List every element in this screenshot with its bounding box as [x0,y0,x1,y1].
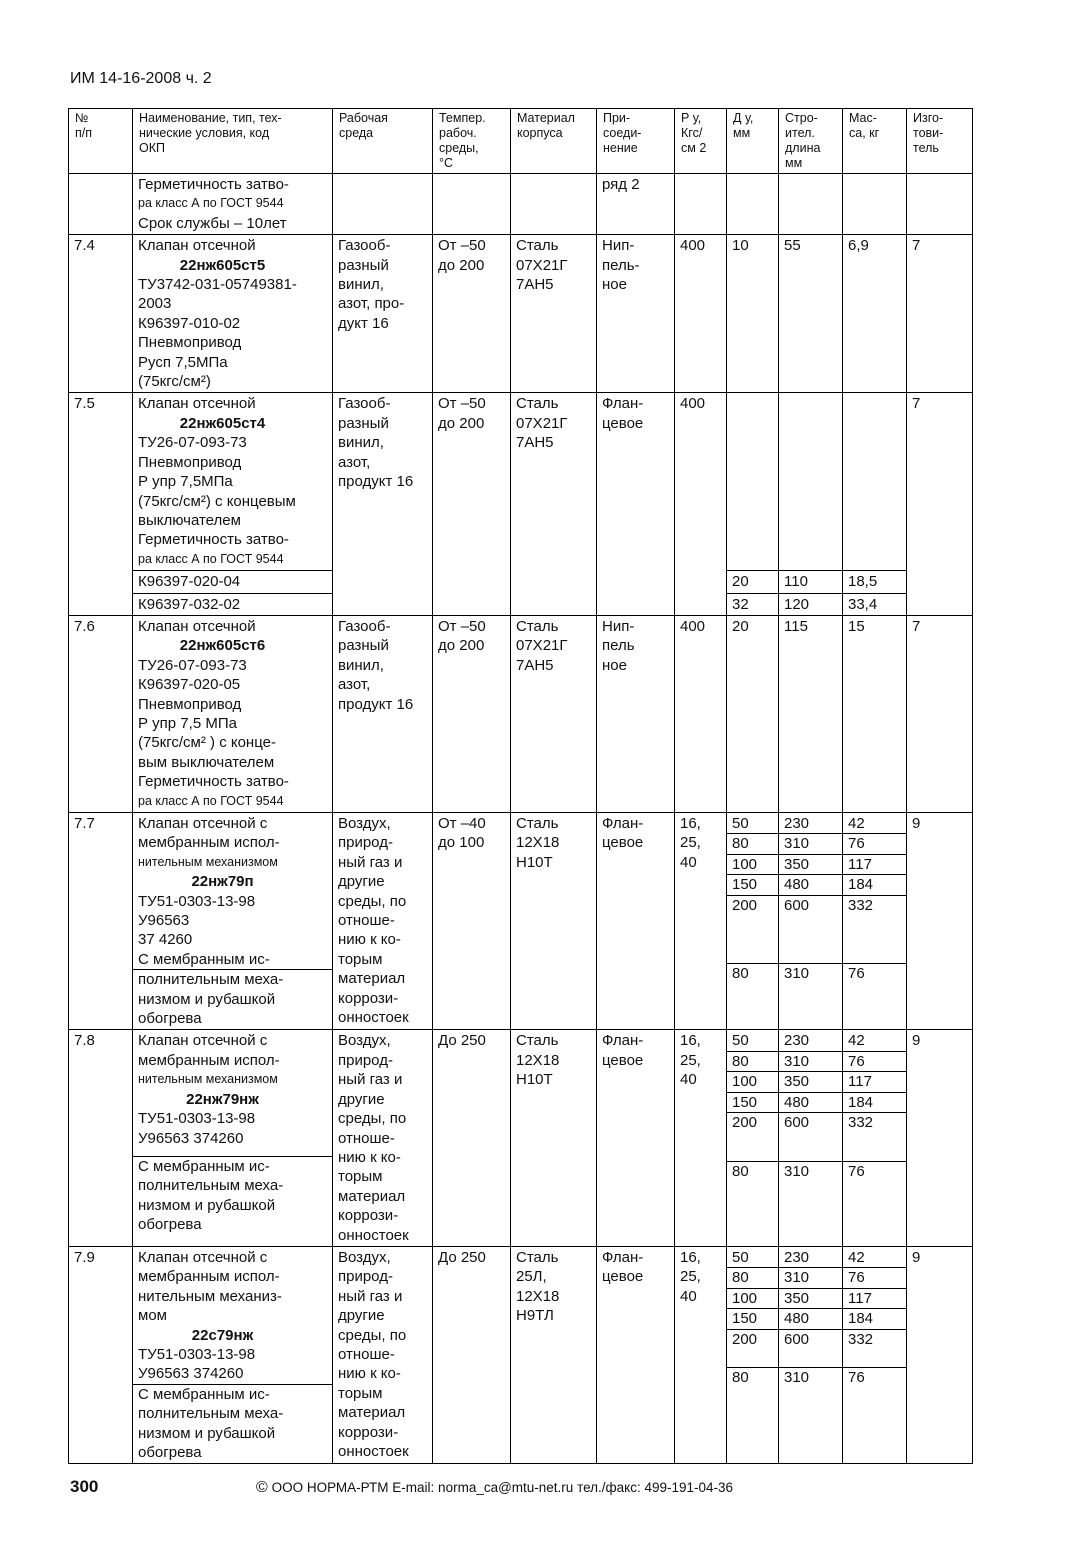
cell-line: другие [338,873,385,891]
cell-line: материал [338,970,406,988]
cell-line: коррози- [338,1207,399,1225]
cell-line: 480 [779,1092,842,1112]
cell-line: Н10Т [516,853,553,871]
cell-line: рабоч. [439,126,477,140]
row-num: 7.8 [69,1030,133,1246]
cell-line: 7АН5 [516,276,554,294]
manufacturer: 9 [907,813,973,1030]
table-row [69,1246,973,1463]
cell-line: 16, [680,815,701,832]
length: 55 [779,235,843,393]
cell-line: Газооб- [338,617,391,635]
item-name: Клапан отсечной 22нж605ст6 ТУ26-07-093-73 К96397-020-05 Пневмопривод Р упр 7,5 МПа (75кгс/см² ) с конце- вым выключателем Герметичность затво- ра класс А по ГОСТ 9544 [133,615,333,812]
mass: 33,4 [843,593,907,615]
cell-line: 100 [727,1288,778,1308]
col-header-temp [433,109,511,174]
cont-connection: ряд 2 [597,174,675,235]
cell-line: азот, [338,453,371,471]
cell-line: отноше- [338,1129,395,1147]
cell-line: Стро- [785,111,818,125]
manufacturer: 7 [907,393,973,615]
cell-line: 16, [680,1248,701,1266]
cell-line: 80 [727,1267,778,1287]
cell-line: среда [339,126,374,140]
cell-line: Мас- [849,111,877,125]
cell-line: 230 [784,1248,810,1266]
cell-line: отноше- [338,912,395,930]
cell-line: 25, [680,1051,701,1069]
cell-line: са, кг [849,126,880,140]
cell-line: пель [602,637,635,655]
cell-line: материал [338,1404,406,1422]
cell-line: продукт 16 [338,473,414,491]
cell-line: Газооб- [338,395,391,413]
diameter: 10 [727,235,779,393]
footer-text: ООО НОРМА-РТМ E-mail: norma_ca@mtu-net.ru тел./факс: 499-191-04-36 [271,1480,734,1495]
cell-line: до 100 [438,834,485,852]
cell-line: 42 [848,815,865,832]
col-header-medium [333,109,433,174]
cell-line: полнительным меха- [138,1405,284,1423]
item-name: Клапан отсечной с мембранным испол- нительным механизмом 22нж79нж ТУ51-0303-13-98 У96563 374260 С мембранным ис- полнительным меха- низмом и рубашкой обогрева [133,1030,333,1246]
cell-line: Нип- [602,617,635,635]
cell-line: 600 [779,895,842,915]
sub-code: К96397-020-04 [133,571,333,593]
col-header-manufacturer [907,109,973,174]
cell-line: до 200 [438,256,485,274]
cell-line: п/п [75,126,93,140]
cell-line: 25, [680,834,701,852]
cell-line: От –40 [438,815,486,832]
cell-line: 350 [779,854,842,874]
cell-line: винил, [338,434,384,452]
cell-line: 310 [779,1267,842,1287]
working-medium [333,235,433,393]
cell-line: Воздух, [338,1248,391,1266]
cell-line: винил, [338,656,384,674]
cell-line: ител. [785,126,815,140]
connection [597,235,675,393]
body-material [511,615,597,812]
row-num: 7.5 [69,393,133,615]
cell-line: Газооб- [338,237,391,255]
cell-line: дукт 16 [338,314,389,332]
cell-line: материал [338,1187,406,1205]
body-material [511,393,597,615]
manufacturer: 9 [907,1030,973,1246]
cell-line: азот, про- [338,295,405,313]
col-header-length [779,109,843,174]
cell-line: см 2 [681,141,707,155]
diameter: 32 [727,593,779,615]
table-row [69,813,973,1030]
mass: 42 76 117 184 332 76 [843,1030,907,1246]
cell-line: 100 [727,1071,778,1091]
cell-line: 117 [843,1288,906,1308]
cell-line: полнительным меха- [138,971,284,989]
cell-line: Воздух, [338,815,391,832]
body-material [511,1030,597,1246]
cell-line: торым [338,1168,383,1186]
cell-line: цевое [602,1268,644,1286]
cell-line: длина [785,141,821,155]
col-header-connection [597,109,675,174]
cell-line: обогрева [138,1216,202,1234]
valve-specification-table [68,108,973,1464]
page-number: 300 [70,1477,99,1496]
cell-line: ОКП [139,141,165,155]
cell-line: цевое [602,1051,644,1069]
body-material [511,813,597,1030]
pressure [675,1246,727,1463]
cell-line: тови- [913,126,944,140]
cell-line: другие [338,1090,385,1108]
cell-line: среды, по [338,1110,407,1128]
cell-line: 25Л, [516,1268,547,1286]
cell-line: среды, [439,141,479,155]
cell-line: пель- [602,256,640,274]
cell-line: 76 [843,1051,906,1071]
cell-line: корпуса [517,126,563,140]
cell-line: до 200 [438,414,485,432]
cell-line: °С [439,156,454,170]
mass: 42 76 117 184 332 76 [843,813,907,1030]
cell-line: торым [338,1384,383,1402]
item-name: Клапан отсечной 22нж605ст4 ТУ26-07-093-73 Пневмопривод Р упр 7,5МПа (75кгс/см²) с концевым выключателем Герметичность затво- ра класс А по ГОСТ 9544 [133,393,333,571]
diameter: 50 80 100 150 200 80 [727,813,779,1030]
cell-line: нию к ко- [338,1365,401,1383]
cell-line: 200 [727,1112,778,1132]
cell-line: 40 [680,1287,697,1305]
cell-line: 50 [732,1032,749,1050]
cell-line: 7АН5 [516,656,554,674]
cell-line: 50 [732,815,749,832]
row-num: 7.7 [69,813,133,1030]
col-header-diameter [727,109,779,174]
cell-line: природ- [338,834,393,852]
length: 230 310 350 480 600 310 [779,1030,843,1246]
cell-line: разный [338,637,389,655]
cell-line: 12Х18 [516,1287,560,1305]
pressure [675,813,727,1030]
cell-line: Р у, [681,111,702,125]
cell-line: 230 [784,1032,810,1050]
cell-line: продукт 16 [338,695,414,713]
cell-line: обогрева [138,1444,202,1461]
cell-line: винил, [338,276,384,294]
cell-line: Флан- [602,1248,644,1266]
cell-line: онностоек [338,1009,409,1027]
cell-line: Сталь [516,617,559,635]
cell-line: С мембранным ис- [138,1385,270,1403]
cell-line: ный газ и [338,853,403,871]
pressure: 400 [675,393,727,615]
diameter: 20 [727,615,779,812]
cell-line: нические условия, код [139,126,270,140]
cell-line: цевое [602,414,644,432]
cell-line: От –50 [438,237,486,255]
col-header-pressure [675,109,727,174]
length: 230 310 350 480 600 310 [779,1246,843,1463]
cell-line: торым [338,950,383,968]
cell-line: 50 [732,1248,749,1266]
row-num: 7.6 [69,615,133,812]
cell-line: № [75,111,89,125]
cell-line: низмом и рубашкой [138,1424,276,1442]
manufacturer: 7 [907,615,973,812]
cell-line: ный газ и [338,1287,403,1305]
footer-info [256,1479,733,1497]
cell-line: Наименование, тип, тех- [139,111,282,125]
cell-line: Рабочая [339,111,388,125]
mass: 42 76 117 184 332 76 [843,1246,907,1463]
cell-line: 80 [727,833,778,853]
cell-line: 184 [843,1092,906,1112]
cell-line: Флан- [602,815,644,832]
working-medium [333,393,433,615]
connection [597,393,675,615]
cell-line: ное [602,276,627,294]
temperature [433,615,511,812]
cell-line: природ- [338,1051,393,1069]
table-row [69,615,973,812]
manufacturer: 7 [907,235,973,393]
cell-line: 25, [680,1268,701,1286]
cell-line: до 200 [438,637,485,655]
cont-name: Герметичность затво- ра класс А по ГОСТ 9544 Срок службы – 10лет [133,174,333,235]
row-num: 7.9 [69,1246,133,1463]
cell-line: 184 [843,874,906,894]
length: 230 310 350 480 600 310 [779,813,843,1030]
cell-line: 480 [779,874,842,894]
length: 115 [779,615,843,812]
cell-line: Флан- [602,1032,644,1050]
cell-line: цевое [602,834,644,852]
cell-line: 200 [727,1329,778,1349]
cell-line: 184 [843,1308,906,1328]
temperature [433,235,511,393]
cell-line: низмом и рубашкой [138,1196,276,1214]
sub-code: К96397-032-02 [133,593,333,615]
item-name: Клапан отсечной с мембранным испол- нительным механиз- мом 22с79нж ТУ51-0303-13-98 У96563 374260 С мембранным ис- полнительным меха- низмом и рубашкой обогрева [133,1246,333,1463]
table-header-row [69,109,973,174]
cell-line: коррози- [338,989,399,1007]
cell-line: 332 [843,1329,906,1349]
cell-line: 42 [848,1248,865,1266]
cell-line: 16, [680,1032,701,1050]
cell-line: Флан- [602,395,644,413]
cell-line: 200 [727,895,778,915]
cell-line: 150 [727,1092,778,1112]
temperature [433,813,511,1030]
cell-line: 332 [843,895,906,915]
cell-line: низмом и рубашкой [138,990,276,1008]
cell-line: 12Х18 [516,834,560,852]
length: 110 [779,571,843,593]
cell-line: ное [602,656,627,674]
diameter: 50 80 100 150 200 80 [727,1030,779,1246]
cell-line: мм [733,126,751,140]
cell-line: 332 [843,1112,906,1132]
cell-line: 117 [843,1071,906,1091]
mass: 18,5 [843,571,907,593]
col-header-mass [843,109,907,174]
col-header-material [511,109,597,174]
manufacturer: 9 [907,1246,973,1463]
cell-line: полнительным меха- [138,1177,284,1195]
cell-line: азот, [338,676,371,694]
cell-line: разный [338,256,389,274]
cell-line: С мембранным ис- [138,1157,270,1175]
table-row [69,1030,973,1246]
mass: 6,9 [843,235,907,393]
body-material [511,1246,597,1463]
cell-line: 76 [843,1267,906,1287]
working-medium [333,1246,433,1463]
cell-line: 350 [779,1288,842,1308]
cell-line: 40 [680,853,697,871]
connection [597,1246,675,1463]
cell-line: онностоек [338,1443,409,1460]
cell-line: До 250 [438,1032,486,1050]
pressure [675,1030,727,1246]
connection [597,615,675,812]
temperature [433,1030,511,1246]
document-header: ИМ 14-16-2008 ч. 2 [70,70,212,87]
copyright-icon: © [256,1479,268,1496]
cell-line: 310 [779,833,842,853]
cell-line: отноше- [338,1345,395,1363]
cell-line: Н9ТЛ [516,1307,554,1325]
cell-line: 230 [784,815,810,832]
item-name: Клапан отсечной с мембранным испол- нительным механизмом 22нж79п ТУ51-0303-13-98 У96563 37 4260 С мембранным ис- полнительным меха- низмом и рубашкой обогрева [133,813,333,1030]
cell-line: Сталь [516,1248,559,1266]
cell-line: 600 [779,1329,842,1349]
col-header-num [69,109,133,174]
cell-line: другие [338,1307,385,1325]
body-material [511,235,597,393]
working-medium [333,615,433,812]
cell-line: Сталь [516,815,559,832]
cell-line: 117 [843,854,906,874]
cell-line: Материал [517,111,575,125]
cell-line: мм [785,156,803,170]
cell-line: среды, по [338,892,407,910]
cell-line: 600 [779,1112,842,1132]
cell-line: онностоек [338,1226,409,1244]
cell-line: 350 [779,1071,842,1091]
cell-line: среды, по [338,1326,407,1344]
temperature [433,393,511,615]
cell-line: 12Х18 [516,1051,560,1069]
table-row [69,393,973,571]
cell-line: коррози- [338,1423,399,1441]
cell-line: От –50 [438,617,486,635]
diameter: 50 80 100 150 200 80 [727,1246,779,1463]
cell-line: 07Х21Г [516,637,568,655]
cell-line: До 250 [438,1248,486,1266]
diameter: 20 [727,571,779,593]
cell-line: При- [603,111,631,125]
table-row [69,174,973,235]
cell-line: Сталь [516,1032,559,1050]
connection [597,1030,675,1246]
cell-line: Воздух, [338,1032,391,1050]
cell-line: Кгс/ [681,126,703,140]
temperature [433,1246,511,1463]
cell-line: Сталь [516,237,559,255]
cell-line: тель [913,141,939,155]
cell-line: 100 [727,854,778,874]
cell-line: соеди- [603,126,642,140]
cell-line: ный газ и [338,1071,403,1089]
cell-line: Нип- [602,237,635,255]
pressure: 400 [675,235,727,393]
table-row [69,235,973,393]
cell-line: 150 [727,1308,778,1328]
row-num: 7.4 [69,235,133,393]
cell-line: природ- [338,1268,393,1286]
cell-line: нение [603,141,638,155]
cell-line: 310 [779,1051,842,1071]
length: 120 [779,593,843,615]
connection [597,813,675,1030]
cell-line: Н10Т [516,1071,553,1089]
cell-line: 76 [843,833,906,853]
cell-line: нию к ко- [338,1148,401,1166]
cell-line: обогрева [138,1010,202,1028]
cell-line: 7АН5 [516,434,554,452]
pressure: 400 [675,615,727,812]
cell-line: 480 [779,1308,842,1328]
cell-line: 80 [727,1051,778,1071]
item-name: Клапан отсечной 22нж605ст5 ТУ3742-031-05749381- 2003 К96397-010-02 Пневмопривод Русп 7,5МПа (75кгс/см²) [133,235,333,393]
cell-line: 150 [727,874,778,894]
mass: 15 [843,615,907,812]
cell-line: 07Х21Г [516,414,568,432]
cell-line: 42 [848,1032,865,1050]
col-header-name [133,109,333,174]
cell-line: Сталь [516,395,559,413]
cell-line: Изго- [913,111,944,125]
cell-line: Темпер. [439,111,486,125]
cell-line: От –50 [438,395,486,413]
working-medium [333,813,433,1030]
cell-line: нию к ко- [338,931,401,949]
cell-line: 40 [680,1071,697,1089]
cell-line: Д у, [733,111,754,125]
cell-line: 07Х21Г [516,256,568,274]
cell-line: разный [338,414,389,432]
working-medium [333,1030,433,1246]
